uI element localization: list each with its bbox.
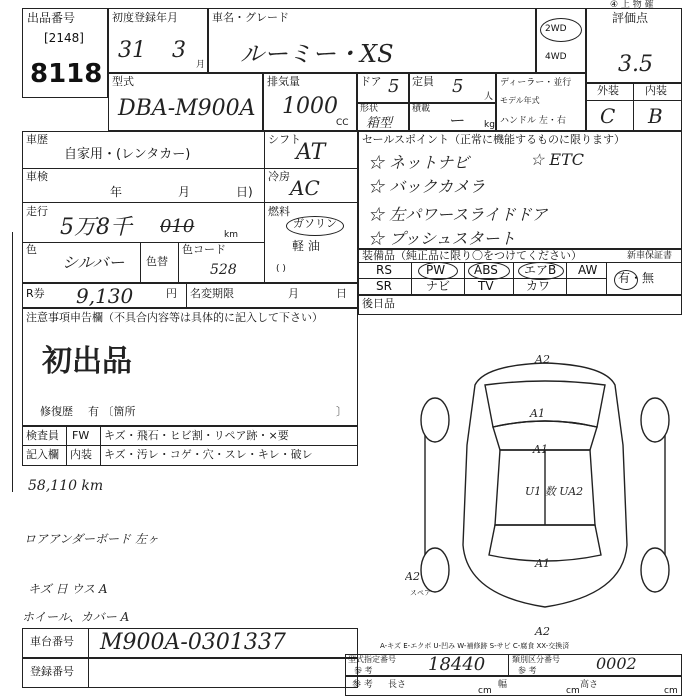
equipment-vline-d (566, 262, 567, 295)
equip-pw-circle (418, 262, 458, 280)
equipment-hline (358, 262, 682, 263)
recycle-unit: 円 (166, 287, 177, 300)
lot-number: 8118 (30, 59, 103, 89)
reg-label: 登録番号 (30, 665, 74, 678)
inspection-label: 車検 (26, 170, 48, 183)
inspector-label-2: 記入欄 (26, 448, 59, 461)
equipment-vline-c (513, 262, 514, 295)
recycle-label: R券 (26, 287, 45, 300)
sale-point-2: ☆ ETC (530, 150, 585, 169)
type-cert-vline (508, 654, 509, 676)
reg-vline (88, 658, 89, 688)
first-reg-year: 31 (118, 38, 146, 63)
handle-label: ハンドル 左・右 (500, 116, 566, 126)
equip-navi: ナビ (426, 279, 451, 293)
exterior-label: 外装 (597, 84, 619, 97)
inspector-label-1: 検査員 (26, 429, 59, 442)
odometer-month: 月 (288, 287, 299, 300)
chassis-value: M900A-0301337 (100, 630, 286, 655)
class-label: 類別区分番号 (512, 655, 560, 664)
dealer-label: ディーラー・並行 (500, 78, 572, 88)
memo-3: キズ 日 ウス A (28, 582, 108, 596)
diagram-legend: A-キズ E-エクボ U-凹み W-補修跡 S-サビ C-腐食 XX-交換済 (380, 642, 570, 650)
shape-value: 箱型 (366, 116, 393, 131)
details-line-3 (22, 242, 264, 243)
color-code-label: 色コード (182, 243, 226, 256)
repair-close: 〕 (336, 405, 347, 418)
inspector-hline (22, 445, 358, 446)
notes-title: 注意事項申告欄（不具合内容等は具体的に記入して下さい） (26, 311, 323, 324)
loading-value: ー (448, 111, 465, 130)
inspection-day: 日) (236, 185, 253, 199)
rear-items-box (358, 295, 682, 315)
color-label: 色 (26, 243, 37, 256)
interior-inspect-label: 内装 (70, 448, 92, 461)
color-divider-1 (140, 242, 141, 283)
car-diagram (405, 345, 685, 635)
month-unit: 月 (196, 60, 206, 70)
color-divider-2 (178, 242, 179, 283)
height-unit: cm (664, 686, 678, 696)
chassis-vline (88, 628, 89, 658)
model-value: DBA-M900A (118, 96, 256, 121)
car-name: ルーミー・XS (240, 40, 394, 68)
equip-sr: SR (376, 279, 392, 293)
aircon-label: 冷房 (268, 170, 290, 183)
shift-value: AT (296, 140, 326, 165)
displacement-unit: CC (336, 118, 349, 128)
sale-point-4: ☆ 左パワースライドドア (368, 205, 548, 224)
equip-airbag: エアB (524, 263, 557, 277)
mileage-value: 5万8千 (60, 215, 132, 240)
mark-3: A1 (533, 443, 548, 456)
mark-2: A1 (530, 407, 545, 420)
first-reg-month: 3 (172, 38, 186, 63)
memo-2: ロアアンダーボード 左ヶ (24, 532, 159, 546)
drive-4wd: 4WD (545, 52, 567, 62)
displacement-label: 排気量 (267, 75, 300, 88)
equipment-vline-b (464, 262, 465, 295)
interior-value: B (648, 104, 663, 128)
drive-2wd: 2WD (545, 24, 567, 34)
fw-items: キズ・飛石・ヒビ割・リペア跡・×要 (104, 429, 289, 442)
color-swap-label: 色替 (146, 255, 168, 268)
class-value: 0002 (596, 654, 637, 673)
spare-label: スペア (410, 589, 431, 597)
displacement-value: 1000 (282, 94, 338, 119)
equip-abs: ABS (474, 263, 498, 277)
notes-content: 初出品 (42, 344, 132, 379)
mark-1: A2 (535, 353, 550, 366)
fuel-paren: ( ) (276, 264, 286, 274)
model-label: 型式 (112, 75, 134, 88)
capacity-value: 5 (452, 76, 464, 97)
aircon-value: AC (290, 176, 320, 200)
exterior-value: C (600, 104, 616, 128)
mileage-unit: km (224, 230, 238, 240)
inspection-month: 月 (178, 185, 191, 199)
door-label: ドア (360, 75, 382, 88)
equipment-title: 装備品（純正品に限り〇をつけてください） (362, 249, 582, 262)
equip-airbag-circle (518, 262, 564, 280)
capacity-label: 定員 (412, 75, 434, 88)
lot-sub: [2148] (44, 31, 84, 45)
color-value: シルバー (62, 253, 125, 272)
mark-7: A2 (535, 625, 550, 635)
chassis-label: 車台番号 (30, 635, 74, 648)
mark-5: A1 (535, 557, 550, 570)
equip-abs-circle (468, 262, 510, 280)
inspection-year: 年 (110, 185, 123, 199)
warranty-label: 新車保証書 (627, 251, 673, 261)
equipment-vline-a (411, 262, 412, 295)
mark-6: A2 (405, 570, 420, 583)
sale-point-5: ☆ プッシュスタート (368, 229, 516, 248)
ext-int-divider (633, 83, 634, 131)
class-ref: 参 考 (518, 666, 537, 675)
inspector-vline-2 (100, 426, 101, 466)
equipment-vline-e (606, 262, 607, 295)
model-year-label: モデル年式 (500, 96, 540, 105)
color-code-value: 528 (210, 262, 237, 278)
fuel-gas: ガソリン (293, 217, 337, 230)
equip-tv: TV (478, 279, 494, 293)
warranty-value: 有・無 (618, 271, 655, 285)
equip-leather: カワ (526, 279, 551, 293)
fw-label: FW (72, 429, 90, 442)
equip-pw: PW (426, 263, 446, 277)
inspector-vline-1 (66, 426, 67, 466)
mark-4: U1 数 UA2 (525, 485, 584, 498)
mileage-label: 走行 (26, 205, 48, 218)
fuel-label: 燃料 (268, 205, 290, 218)
memo-1: 58,110 km (28, 478, 104, 494)
shape-label: 形状 (360, 104, 379, 114)
equip-aw: AW (578, 263, 598, 277)
warranty-circle (614, 270, 638, 290)
recycle-divider (186, 283, 187, 308)
first-reg-label: 初度登録年月 (112, 11, 178, 24)
type-cert-ref: 参 考 (354, 666, 373, 675)
ext-int-hline (586, 100, 682, 101)
history-value: 自家用・(レンタカー) (64, 147, 191, 162)
width-label: 幅 (498, 680, 508, 690)
height-label: 高さ (580, 680, 599, 690)
recycle-value: 9,130 (76, 284, 134, 308)
history-label: 車歴 (26, 133, 48, 146)
memo-4: ホイール、カバー A (22, 610, 130, 624)
car-hood (485, 381, 605, 427)
type-cert-value: 18440 (428, 654, 486, 675)
capacity-unit: 人 (484, 92, 494, 102)
mileage-extra: 010 (160, 216, 195, 237)
odometer-change-label: 名変期限 (190, 287, 234, 300)
details-line-1 (22, 168, 358, 169)
length-label: 長さ (388, 680, 407, 690)
repair-label: 修復歴 (40, 405, 73, 418)
interior-label: 内装 (645, 84, 667, 97)
repair-value: 有 〔箇所 (88, 405, 136, 418)
width-unit: cm (566, 686, 580, 696)
sale-point-3: ☆ バックカメラ (368, 177, 486, 196)
top-right-note: ④ 上 物 確 (610, 0, 654, 10)
odometer-day: 日 (336, 287, 347, 300)
lot-label: 出品番号 (27, 11, 76, 25)
interior-inspect-items: キズ・汚レ・コゲ・穴・スレ・キレ・破レ (104, 448, 313, 461)
car-rear-glass (489, 525, 601, 561)
eval-label: 評価点 (612, 11, 649, 25)
equip-rs: RS (376, 263, 392, 277)
details-line-2 (22, 202, 358, 203)
eval-score: 3.5 (618, 52, 653, 77)
sale-points-title: セールスポイント（正常に機能するものに限ります） (362, 133, 626, 146)
door-value: 5 (388, 76, 400, 97)
length-unit: cm (478, 686, 492, 696)
dimension-ref: 参 考 (352, 680, 373, 690)
car-name-label: 車名・グレード (212, 11, 289, 24)
details-vline (264, 131, 265, 283)
rear-items-label: 後日品 (362, 297, 395, 310)
shift-label: シフト (268, 133, 301, 146)
fuel-diesel: 軽 油 (292, 239, 320, 253)
loading-unit: kg (484, 120, 495, 130)
type-cert-label: 型式指定番号 (348, 655, 396, 664)
memo-margin (12, 232, 13, 492)
sale-point-1: ☆ ネットナビ (368, 153, 470, 172)
loading-label: 積載 (412, 104, 431, 114)
